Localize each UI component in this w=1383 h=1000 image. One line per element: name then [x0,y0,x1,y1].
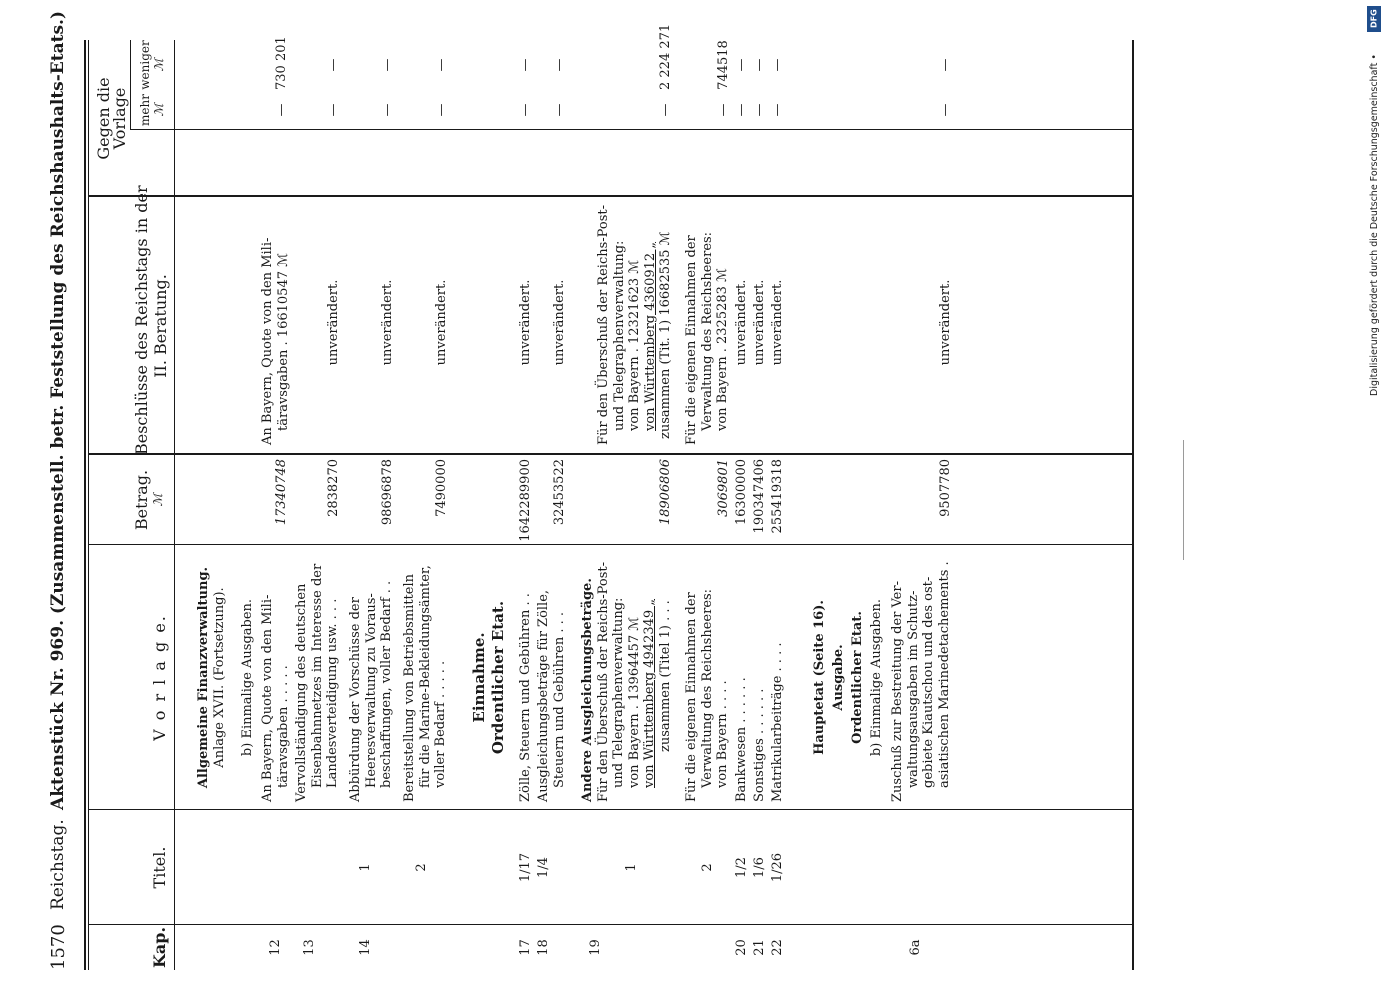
row-21-mehr: — [752,103,767,117]
col-sep-betrag [88,453,1132,455]
header-vorlage: V o r l a g e. [150,614,169,741]
subsection-heading: b) Einmalige Ausgaben. [240,598,255,757]
einnahme-heading: Einnahme. Ordentlicher Etat. [470,600,507,755]
row-13-mehr: — [326,103,341,117]
row-14-2-weniger: — [434,58,449,72]
header-gegen-vorlage: Gegen die Vorlage [94,77,129,160]
page-number: 1570 [48,924,69,970]
scan-mark [1183,440,1184,560]
row-12-betrag: 17340748 [274,459,289,526]
row-12-vorlage: An Bayern, Quote von den Mili- täravsgaben . . . . . [260,594,291,802]
header-betrag: Betrag. ℳ [132,469,165,531]
table-top-rule [84,40,86,970]
row-19-2-mehr: — [716,103,731,117]
row-21-weniger: — [752,58,767,72]
row-19-kap: 19 [588,939,603,956]
row-20-betrag: 16300000 [734,459,749,526]
row-17-beschluss: unverändert. [518,279,533,366]
row-13-beschluss: unverändert. [326,279,341,366]
row-14-vorlage: Abbürdung der Vorschüsse der Heeresverwaltung zu Voraus- beschaffungen, voller Bedarf . . [348,580,394,802]
hauptetat-heading: Hauptetat (Seite 16). Ausgabe. Ordentlicher Etat. b) Einmalige Ausgaben. [812,598,884,757]
row-19-2-betrag: 3069801 [716,459,731,517]
row-20-vorlage: Bankwesen . . . . . . [734,677,749,802]
row-19-beschluss: Für den Überschuß der Reichs-Post- und Telegraphenverwaltung: von Bayern . 12321623 ℳ von Württemberg 4360912 „ zusammen (Tit. 1) 16682535 ℳ [596,204,673,445]
header-weniger: weniger ℳ [138,40,166,90]
row-12-mehr: — [274,103,289,117]
row-13-betrag: 2838270 [326,459,341,517]
row-22-betrag: 255419318 [770,459,785,534]
gegen-header-rule [130,40,131,130]
row-18-beschluss: unverändert. [552,279,567,366]
row-22-titel: 1/26 [770,852,785,883]
row-14-2-vorlage: Bereitstellung von Betriebsmitteln für die Marine-Bekleidungsämter, voller Bedarf . . . . . [402,565,448,802]
row-17-titel: 1/17 [518,852,533,883]
row-22-weniger: — [770,58,785,72]
row-18-mehr: — [552,103,567,117]
row-21-vorlage: Sonstiges . . . . . . [752,688,767,802]
row-18-titel: 1/4 [536,857,551,878]
row-20-titel: 1/2 [734,857,749,878]
row-14-2-betrag: 7490000 [434,459,449,517]
row-19-betrag: 18906806 [658,459,673,526]
dfg-logo: DFG [1367,6,1381,32]
table-bottom-rule [1132,40,1134,970]
row-18-weniger: — [552,58,567,72]
running-source: Reichstag. [48,819,68,910]
table-top-rule-2 [88,40,89,970]
row-20-kap: 20 [734,939,749,956]
row-14-weniger: — [380,58,395,72]
row-14-mehr: — [380,103,395,117]
rotated-document-page [40,10,1340,990]
row-19-weniger: 2 224 271 [658,23,673,90]
row-13-weniger: — [326,58,341,72]
row-19-2-titel: 2 [700,863,715,872]
row-18-betrag: 32453522 [552,459,567,526]
col-sep-beschluss [88,195,1132,197]
row-6a-vorlage: Zuschuß zur Bestreitung der Ver- waltungsausgaben im Schutz- gebiete Kiautschou und des ost- asiatischen Marinedetachements . [890,561,952,802]
row-22-vorlage: Matrikularbeiträge . . . . [770,642,785,802]
row-12-beschluss: An Bayern, Quote von den Mili- täravsgaben . 16610547 ℳ [260,237,291,445]
row-14-kap: 14 [358,939,373,956]
header-titel: Titel. [150,846,169,889]
row-20-beschluss: unverändert. [734,279,749,366]
row-14-2-mehr: — [434,103,449,117]
row-13-vorlage: Vervollständigung des deutschen Eisenbahnnetzes im Interesse der Landesverteidigung usw. . . . [294,563,340,802]
row-6a-beschluss: unverändert. [938,279,953,366]
row-22-beschluss: unverändert. [770,279,785,366]
row-17-kap: 17 [518,939,533,956]
digitization-credit: Digitalisierung gefördert durch die Deutsche Forschungsgemeinschaft • [1369,54,1380,396]
row-19-2-beschluss: Für die eigenen Einnahmen der Verwaltung des Reichsheeres: von Bayern . 2325283 ℳ [684,231,730,445]
row-21-kap: 21 [752,939,767,956]
header-beschluesse: Beschlüsse des Reichstags in der II. Beratung. [132,185,170,455]
row-14-2-beschluss: unverändert. [434,279,449,366]
row-17-mehr: — [518,103,533,117]
row-19-2-vorlage: Für die eigenen Einnahmen der Verwaltung des Reichsheeres: von Bayern . . . . [684,588,730,802]
header-kap: Kap. [150,926,169,969]
row-14-2-titel: 2 [414,863,429,872]
row-20-mehr: — [734,103,749,117]
row-19-titel: 1 [624,863,639,872]
row-19-vorlage: Andere Ausgleichungsbeträge. Für den Überschuß der Reichs-Post- und Telegraphenverwaltung: von Bayern . 13964457 ℳ von Württemberg 4942349 „ zusammen (Titel 1) . . . [580,561,673,802]
section-heading: Allgemeine Finanzverwaltung. Anlage XVII. (Fortsetzung). [196,566,227,789]
row-19-2-weniger: 744518 [716,40,731,90]
row-14-titel: 1 [358,863,373,872]
row-13-kap: 13 [302,939,317,956]
row-17-weniger: — [518,58,533,72]
table-header-rule [174,40,175,970]
row-6a-kap: 6a [908,939,923,956]
row-18-vorlage: Ausgleichungsbeträge für Zölle, Steuern und Gebühren . . . [536,589,567,802]
row-12-weniger: 730 201 [274,36,289,90]
row-21-titel: 1/6 [752,857,767,878]
row-17-vorlage: Zölle, Steuern und Gebühren . . [518,593,533,802]
row-12-kap: 12 [268,939,283,956]
row-6a-mehr: — [938,103,953,117]
row-22-mehr: — [770,103,785,117]
row-21-betrag: 190347406 [752,459,767,534]
row-6a-weniger: — [938,58,953,72]
row-6a-betrag: 9507780 [938,459,953,517]
row-17-betrag: 1642289900 [518,459,533,542]
row-20-weniger: — [734,58,749,72]
header-mehr: mehr ℳ [138,94,166,126]
document-title: Aktenstück Nr. 969. (Zusammenstell. betr. Feststellung des Reichshaushalts-Etats.) [48,10,68,810]
row-22-kap: 22 [770,939,785,956]
row-14-betrag: 98696878 [380,459,395,526]
row-18-kap: 18 [536,939,551,956]
col-sep-kap [88,924,1132,925]
row-21-beschluss: unverändert. [752,279,767,366]
row-14-beschluss: unverändert. [380,279,395,366]
row-19-mehr: — [658,103,673,117]
